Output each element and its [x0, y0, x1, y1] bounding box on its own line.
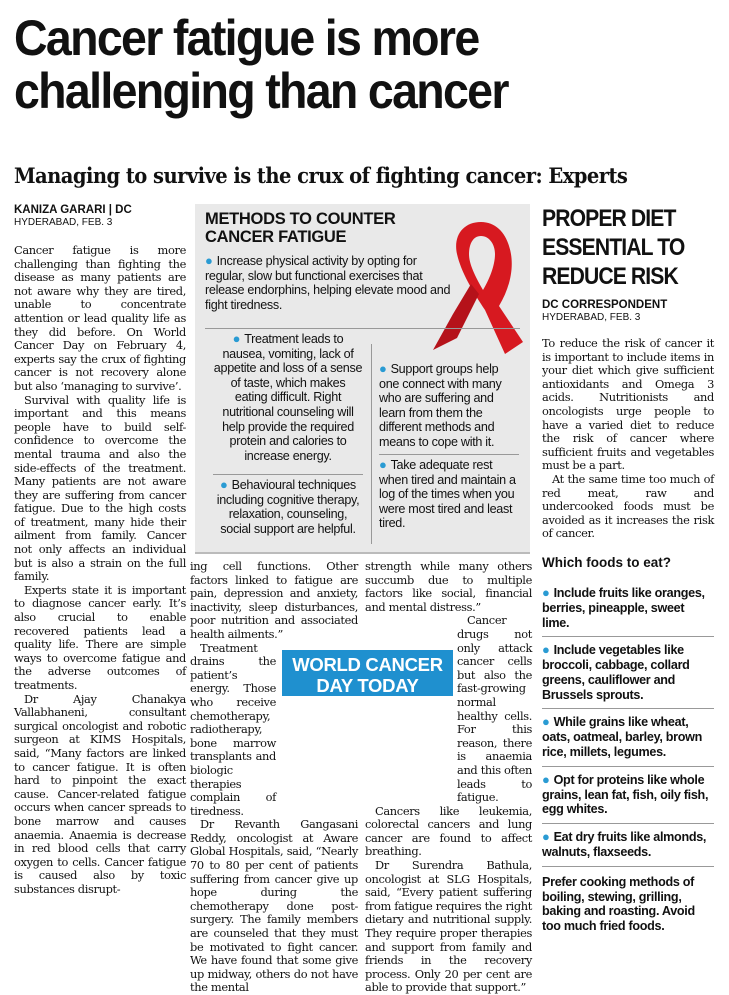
byline-dateline: HYDERABAD, FEB. 3 [14, 217, 113, 228]
bullet-icon: ● [542, 771, 550, 787]
article-column-3 [365, 560, 532, 995]
article-paragraph: Dr Surendra Bathula, oncologist at SLG Hospitals, said, “Every patient suffering from fatigue requires the right dietary and nutritional supply. They require proper therapies and support from family and friends in the recovery process. Only 20 per cent are able to provide that support.” [365, 858, 532, 995]
article-column-1 [14, 244, 186, 897]
food-item [542, 824, 714, 867]
article-paragraph: Treatment drains the patient’s energy. Those who receive chemotherapy, radiotherapy, bone marrow transplants and biologic therapies complain of tiredness. [190, 640, 276, 818]
article-paragraph: Survival with quality life is important and this means people have to build self-confidence to overcome the mental trauma and also the side-effects of the treatment. Many patients are not aware they are suffering from cancer fatigue. Due to the high costs of treatment, many hide their ailment from family. Cancer not only affects an individual but is also a strain on the full family. [14, 392, 186, 584]
foods-title: Which foods to eat? [542, 554, 671, 570]
bullet-icon: ● [379, 457, 387, 472]
sidebar-byline-dateline: HYDERABAD, FEB. 3 [542, 312, 641, 323]
method-item [379, 458, 519, 531]
food-item [542, 709, 714, 766]
food-text: While grains like wheat, oats, oatmeal, barley, brown rice, millets, legumes. [542, 715, 703, 760]
banner-line-1: WORLD CANCER [292, 654, 443, 675]
food-text: Include fruits like oranges, berries, pineapple, sweet lime. [542, 585, 705, 630]
article-paragraph: Cancer fatigue is more challenging than fighting the disease as many patients are not aware why they are tired, unable to concentrate attention or lead quality life as they did before. On World Cancer Day on February 4, experts say the crux of fighting cancer is not recovery alone but also ‘managing to survive’. [14, 243, 186, 393]
sidebar-body [542, 337, 714, 541]
method-text: Take adequate rest when tired and maintain a log of the times when you were most tired and least tired. [379, 458, 516, 531]
divider [371, 344, 372, 544]
bullet-icon: ● [205, 253, 213, 268]
article-paragraph: Dr Revanth Gangasani Reddy, oncologist at Aware Global Hospitals, said, “Nearly 70 to 80 per cent of patients suffering from cancer give up hope during the chemotherapy done post-surgery. The family members are counseled that they must be motivated to fight cancer. We have found that some give up midway, others do not have the mental [190, 817, 358, 995]
methods-box [195, 204, 530, 554]
bullet-icon: ● [220, 477, 228, 492]
method-text: Behavioural techniques including cognitive therapy, relaxation, counseling, social support are helpful. [216, 478, 360, 536]
bullet-icon: ● [379, 361, 387, 376]
sidebar-byline [542, 299, 714, 323]
food-item [542, 867, 714, 940]
divider [213, 474, 363, 475]
sidebar-byline-author: DC CORRESPONDENT [542, 299, 668, 311]
sidebar-title-line: PROPER DIET [542, 205, 676, 232]
methods-title: METHODS TO COUNTER CANCER FATIGUE [205, 210, 396, 246]
method-item [205, 254, 453, 312]
world-cancer-day-banner [280, 648, 455, 698]
sidebar-title-line: ESSENTIAL TO [542, 234, 685, 261]
food-text: Eat dry fruits like almonds, walnuts, flaxseeds. [542, 830, 707, 860]
headline: Cancer fatigue is more challenging than cancer [14, 10, 508, 119]
method-text: Increase physical activity by opting for regular, slow but functional exercises that release endorphins, helping elevate mood and fight tiredness. [205, 254, 451, 312]
byline-author: KANIZA GARARI | DC [14, 204, 132, 216]
sidebar-paragraph: At the same time too much of red meat, raw and undercooked foods must be avoided as it increases the risk of cancer. [542, 471, 714, 541]
food-item [542, 637, 714, 709]
foods-list [542, 580, 714, 940]
article-paragraph: Experts state it is important to diagnose cancer early. It’s also crucial to enable recovered patients lead a quality life. There are simple ways to overcome fatigue and the adverse outcomes of treatments. [14, 582, 186, 692]
bullet-icon: ● [542, 714, 550, 730]
method-item [379, 362, 519, 450]
method-item [213, 332, 363, 463]
method-text: Support groups help one connect with many who are suffering and learn from them the different methods and means to cope with it. [379, 362, 502, 449]
method-text: Treatment leads to nausea, vomiting, lack of appetite and loss of a sense of taste, which makes eating difficult. Right nutritional counseling will help provide the required protein and calories to increase energy. [213, 332, 363, 463]
banner-line-2: DAY TODAY [316, 675, 419, 696]
divider [205, 328, 520, 329]
method-item [213, 478, 363, 536]
bullet-icon: ● [232, 331, 241, 346]
article-paragraph: ing cell functions. Other factors linked to fatigue are pain, depression and anxiety, inactivity, sleep disturbances, poor nutrition and associated health ailments.” [190, 559, 358, 641]
subheadline: Managing to survive is the crux of fighting cancer: Experts [14, 163, 628, 188]
sidebar-title [542, 204, 693, 291]
sidebar-title-line: REDUCE RISK [542, 263, 678, 290]
diet-sidebar [542, 204, 714, 940]
food-text: Include vegetables like broccoli, cabbage, collard greens, cauliflower and Brussels sprouts. [542, 643, 690, 702]
article-paragraph: strength while many others succumb due to multiple factors like social, financial and mental distress.” [365, 559, 532, 614]
bullet-icon: ● [542, 642, 550, 658]
divider [379, 454, 519, 455]
article-paragraph: Cancer drugs not only attack cancer cells but also the fast-growing normal healthy cells. For this reason, there is anaemia and this often leads to fatigue. [457, 613, 532, 805]
article-paragraph: Dr Ajay Chanakya Vallabhaneni, consultant surgical oncologist and robotic surgeon at KIMS Hospitals, said, “Many factors are linked to cancer fatigue. It is often hard to pinpoint the exact cause. Cancer-related fatigue occurs when cancer spreads to bone marrow and causes anaemia. Anaemia is decrease in red blood cells that carry oxygen to cells. Cancer fatigue is caused also by toxic substances disrupt- [14, 691, 186, 896]
article-column-2 [190, 560, 358, 995]
food-text: Prefer cooking methods of boiling, stewing, grilling, baking and roasting. Avoid too much fried foods. [542, 874, 695, 934]
food-text: Opt for proteins like whole grains, lean fat, fish, oily fish, egg whites. [542, 772, 709, 817]
food-item [542, 767, 714, 824]
sidebar-paragraph: To reduce the risk of cancer it is important to include items in your diet which give sufficient antioxidants and Omega 3 acids. Nutritionists and oncologists urge people to have a varied diet to reduce the risk of cancer where sufficient fruits and vegetables must be a part. [542, 336, 714, 473]
article-paragraph: Cancers like leukemia, colorectal cancers and lung cancer are found to affect breathing. [365, 803, 532, 859]
bullet-icon: ● [542, 829, 550, 845]
bullet-icon: ● [542, 584, 550, 600]
food-item [542, 580, 714, 637]
byline [14, 204, 132, 228]
